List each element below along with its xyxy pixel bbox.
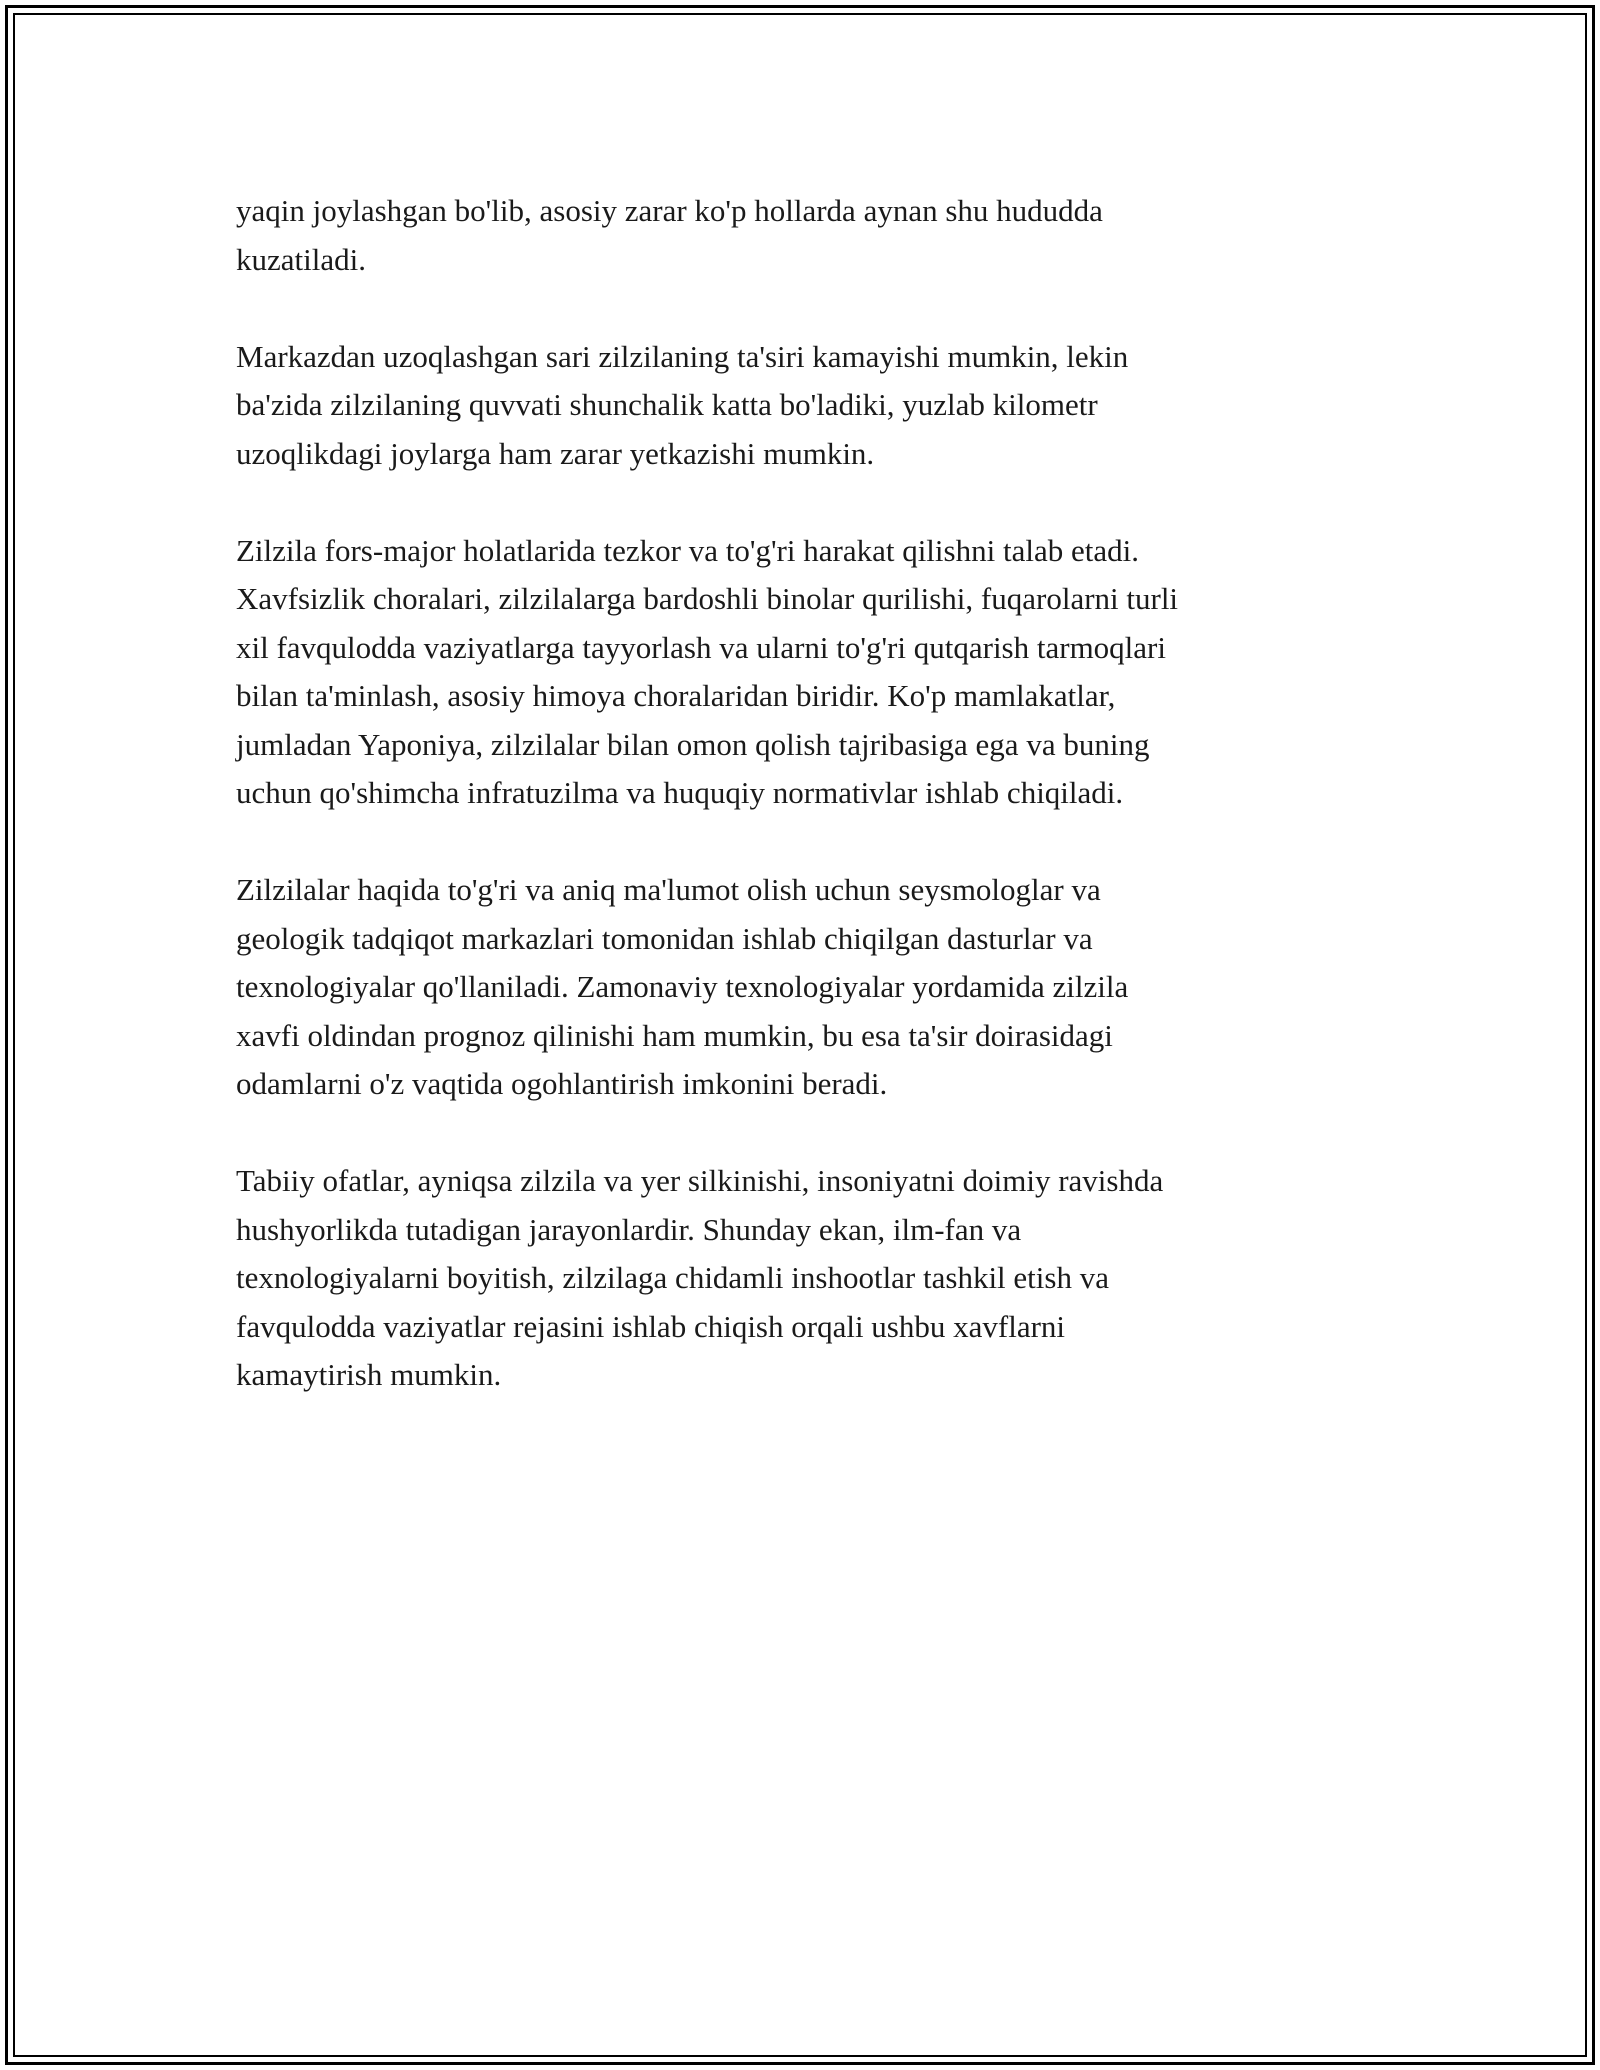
paragraph-conclusion: Tabiiy ofatlar, ayniqsa zilzila va yer silkinishi, insoniyatni doimiy ravishda hushyorlikda tutadigan jarayonlardir. Shunday ekan, ilm-fan va texnologiyalarni boyitish, zilzilaga chidamli inshootlar tashkil etish va favqulodda vaziyatlar rejasini ishlab chiqish orqali ushbu xavflarni kamaytirish mumkin. (236, 1163, 1164, 1392)
paragraph-epicenter-damage: yaqin joylashgan bo'lib, asosiy zarar ko'p hollarda aynan shu hududda kuzatiladi. (236, 193, 1103, 277)
paragraph-distance-effect: Markazdan uzoqlashgan sari zilzilaning ta'siri kamayishi mumkin, lekin ba'zida zilzilaning quvvati shunchalik katta bo'ladiki, yuzlab kilometr uzoqlikdagi joylarga ham zarar yetkazishi mumkin. (236, 338, 1129, 471)
paragraph-seismology-technology: Zilzilalar haqida to'g'ri va aniq ma'lumot olish uchun seysmologlar va geologik tadqiqot markazlari tomonidan ishlab chiqilgan dasturlar va texnologiyalar qo'llaniladi. Zamonaviy texnologiyalar yordamida zilzila xavfi oldindan prognoz qilinishi ham mumkin, bu esa ta'sir doirasidagi odamlarni o'z vaqtida ogohlantirish imkonini beradi. (236, 872, 1129, 1101)
paragraph-safety-measures: Zilzila fors-major holatlarida tezkor va to'g'ri harakat qilishni talab etadi. Xavfsizlik choralari, zilzilalarga bardoshli binolar qurilishi, fuqarolarni turli xil favqulodda vaziyatlarga tayyorlash va ularni to'g'ri qutqarish tarmoqlari bilan ta'minlash, asosiy himoya choralaridan biridir. Ko'p mamlakatlar, jumladan Yaponiya, zilzilalar bilan omon qolish tajribasiga ega va buning uchun qo'shimcha infratuzilma va huquqiy normativlar ishlab chiqiladi. (236, 532, 1179, 810)
document-body (236, 187, 1376, 1448)
